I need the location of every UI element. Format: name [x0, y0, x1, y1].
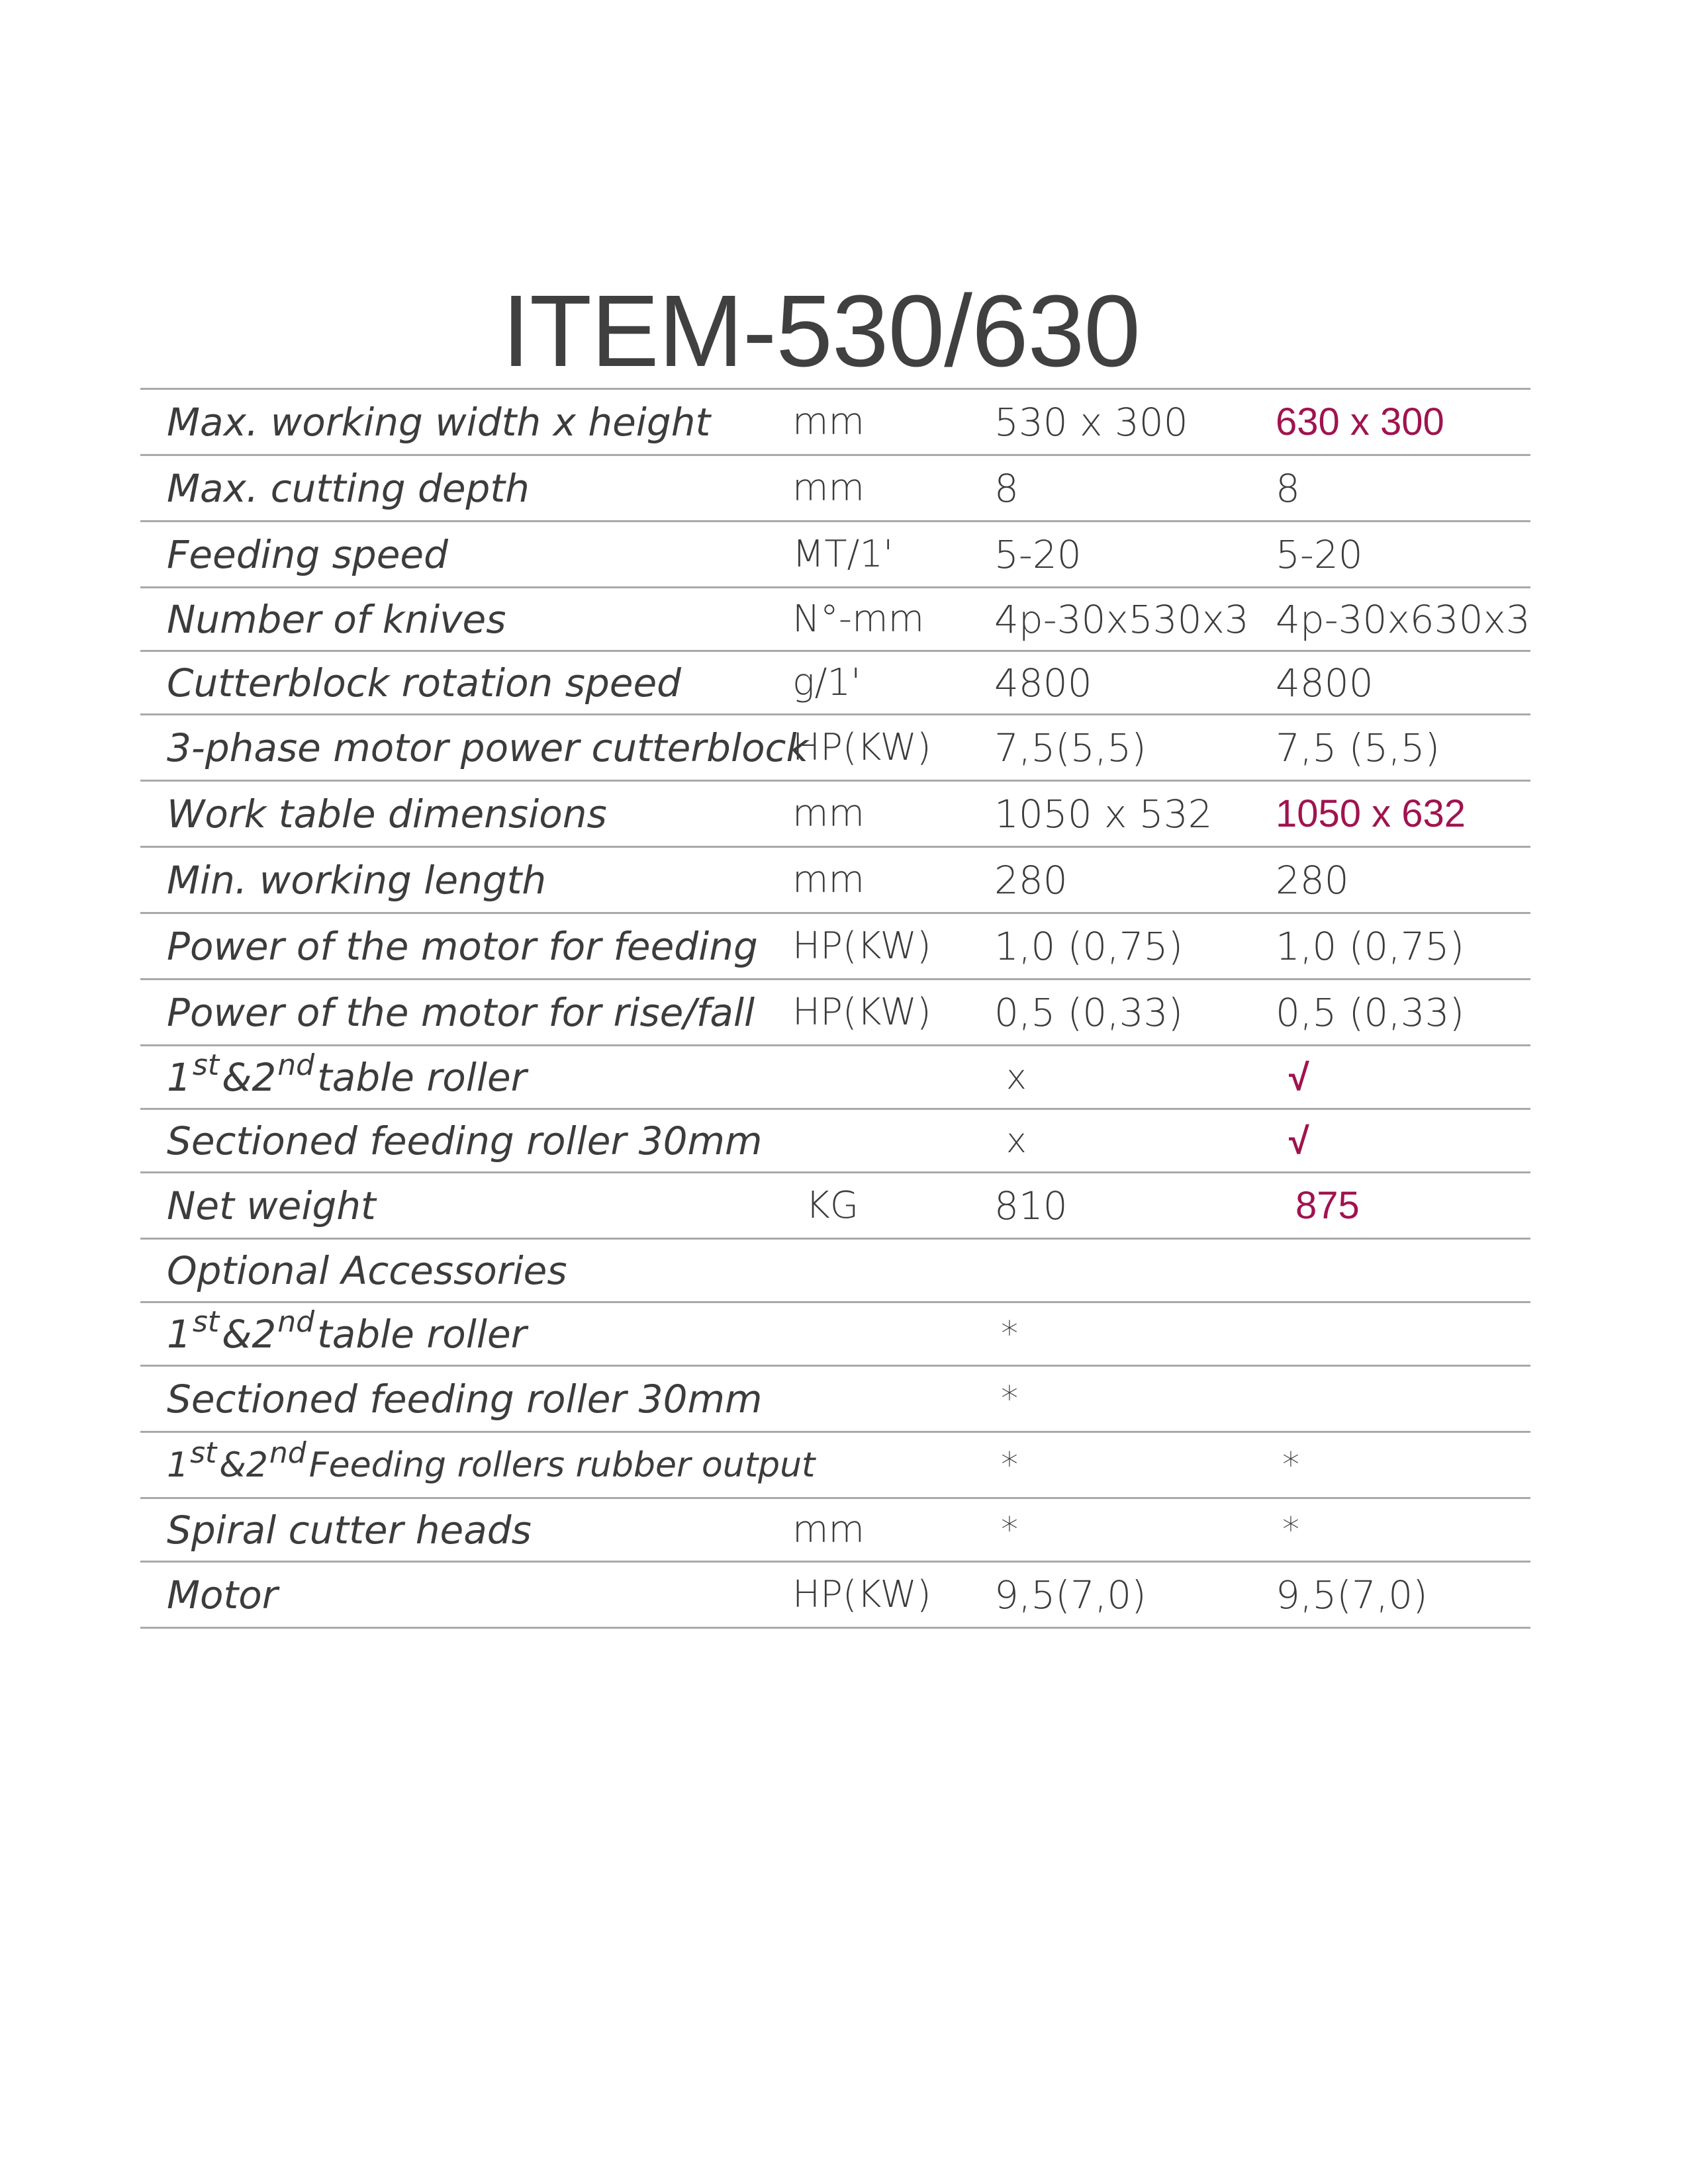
row-label: Motor [167, 1572, 278, 1617]
row-label: Feeding speed [167, 531, 448, 577]
row-unit: N°-mm [792, 598, 925, 641]
row-unit: KG [806, 1184, 859, 1227]
row-label-part: table roller [317, 1311, 527, 1357]
table-row [140, 914, 1530, 980]
row-unit [792, 1303, 971, 1365]
asterisk-mark: * [1001, 1445, 1018, 1485]
row-value-630: 0,5 (0,33) [1276, 989, 1465, 1035]
row-value-530: 5-20 [994, 531, 1082, 577]
row-unit [792, 1433, 971, 1497]
table-row [140, 1173, 1530, 1240]
table-row [140, 782, 1530, 848]
row-label-part: &2 [219, 1445, 268, 1485]
table-row [140, 1303, 1530, 1367]
row-value-630 [1276, 1240, 1554, 1301]
check-mark-icon: √ [1289, 1056, 1309, 1098]
table-row [140, 1563, 1530, 1629]
row-label-part: table roller [317, 1054, 527, 1100]
row-unit: mm [792, 400, 865, 443]
row-label-part: Feeding rollers rubber output [308, 1445, 816, 1485]
row-value-630: 4800 [1276, 660, 1374, 705]
table-row [140, 1499, 1530, 1563]
row-label-part: &2 [222, 1311, 277, 1357]
row-label: Sectioned feeding roller 30mm [167, 1118, 763, 1163]
row-label: Sectioned feeding roller 30mm [167, 1376, 763, 1422]
spec-table [140, 388, 1530, 1629]
table-row [140, 1240, 1530, 1303]
row-unit: HP(KW) [792, 991, 931, 1034]
table-row [140, 652, 1530, 715]
table-row [140, 456, 1530, 522]
row-label: 3-phase motor power cutterblock [167, 725, 809, 770]
row-label-superscript: nd [269, 1436, 306, 1470]
row-label-part: &2 [222, 1054, 277, 1100]
row-value-530: 4800 [994, 660, 1092, 705]
row-label: Net weight [167, 1183, 376, 1228]
row-value-530: 8 [994, 465, 1019, 511]
row-label-superscript: st [192, 1048, 220, 1082]
row-value-630: 7,5 (5,5) [1276, 725, 1440, 770]
row-label: Power of the motor for rise/fall [167, 989, 755, 1035]
row-value-630: 1050 x 632 [1276, 792, 1466, 835]
row-value-530: 4p-30x530x3 [994, 596, 1249, 642]
row-label-part: 1 [167, 1445, 189, 1485]
cross-mark: x [1006, 1120, 1027, 1161]
table-row [140, 522, 1530, 588]
asterisk-mark [1276, 1367, 1560, 1431]
table-row [140, 588, 1530, 652]
row-unit [792, 1046, 971, 1108]
row-value-630: 5-20 [1276, 531, 1363, 577]
table-row [140, 1367, 1530, 1433]
row-label: Spiral cutter heads [167, 1507, 532, 1553]
asterisk-mark: * [1001, 1379, 1018, 1419]
row-unit: mm [792, 858, 865, 901]
asterisk-mark: * [1282, 1510, 1299, 1550]
row-unit: HP(KW) [792, 1573, 931, 1616]
page-title: ITEM-530/630 [502, 274, 1140, 388]
row-label: Work table dimensions [167, 791, 607, 837]
row-value-530: 810 [994, 1183, 1068, 1228]
asterisk-mark: * [1282, 1445, 1299, 1485]
row-value-630: 630 x 300 [1276, 400, 1444, 443]
row-unit: MT/1' [792, 533, 894, 576]
row-unit: mm [792, 1508, 865, 1551]
row-value-530: 530 x 300 [994, 399, 1188, 445]
table-row [140, 848, 1530, 914]
table-row [140, 1110, 1530, 1173]
row-value-530: 9,5(7,0) [994, 1572, 1147, 1617]
row-value-530: 7,5(5,5) [994, 725, 1147, 770]
row-unit: mm [792, 467, 865, 510]
check-mark-icon: √ [1289, 1120, 1309, 1161]
row-label-part: 1 [167, 1311, 191, 1357]
table-row [140, 980, 1530, 1046]
row-label: Min. working length [167, 857, 547, 903]
row-unit [792, 1240, 971, 1301]
row-unit: g/1' [792, 661, 861, 704]
row-label: Number of knives [167, 596, 506, 642]
row-label-superscript: nd [277, 1305, 315, 1339]
row-value-630: 280 [1276, 857, 1349, 903]
row-unit: HP(KW) [792, 726, 931, 769]
row-value-530: 1,0 (0,75) [994, 923, 1184, 969]
section-label: Optional Accessories [167, 1248, 567, 1293]
table-row [140, 1046, 1530, 1110]
row-value-530 [994, 1240, 1272, 1301]
row-unit: mm [792, 792, 865, 835]
row-unit: HP(KW) [792, 925, 931, 968]
asterisk-mark [1276, 1303, 1560, 1365]
row-value-630: 4p-30x630x3 [1276, 596, 1530, 642]
row-value-530: 280 [994, 857, 1068, 903]
table-row [140, 715, 1530, 782]
row-label-part: 1 [167, 1054, 191, 1100]
cross-mark: x [1006, 1057, 1027, 1097]
row-value-530: 0,5 (0,33) [994, 989, 1184, 1035]
row-label: Max. working width x height [167, 399, 711, 445]
row-label-superscript: st [192, 1305, 220, 1339]
row-unit [792, 1367, 971, 1431]
asterisk-mark: * [1001, 1510, 1018, 1550]
row-unit [792, 1110, 971, 1171]
table-row [140, 390, 1530, 456]
table-row [140, 1433, 1530, 1499]
row-label-superscript: st [190, 1436, 217, 1470]
row-label: Max. cutting depth [167, 465, 530, 511]
row-label: Cutterblock rotation speed [167, 660, 681, 705]
row-value-630: 8 [1276, 465, 1300, 511]
row-value-630: 875 [1295, 1184, 1360, 1227]
row-label: Power of the motor for feeding [167, 923, 758, 969]
row-value-630: 9,5(7,0) [1276, 1572, 1428, 1617]
row-label-superscript: nd [277, 1048, 315, 1082]
asterisk-mark: * [1001, 1314, 1018, 1354]
row-value-530: 1050 x 532 [994, 791, 1213, 837]
row-value-630: 1,0 (0,75) [1276, 923, 1465, 969]
